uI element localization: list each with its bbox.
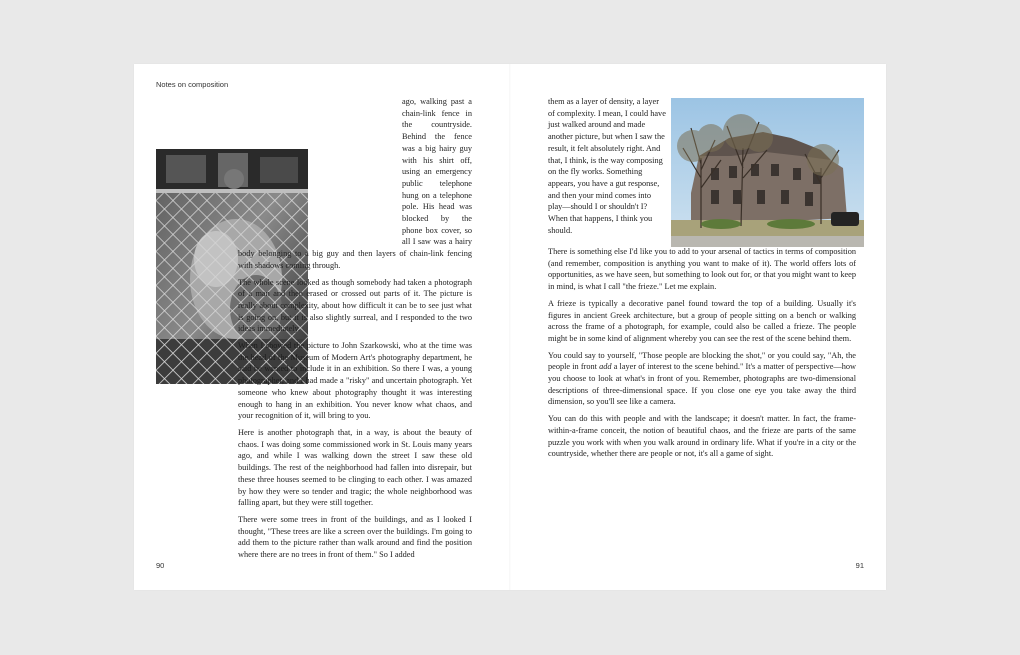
paragraph-9-text-a: You could say to yourself, "Those people are blocking the shot," or you could say, "Ah, the people in front: [548, 350, 856, 372]
right-narrow-column: [548, 96, 666, 241]
paragraph-3-text: When I showed the picture to John Szarkowski, who at the time was the head of the Museum of Modern Art's photography department, he said he wanted to include it in an exhibition. So there I was, a young photographer, and I had made a "risky" and uncertain photograph. Yet someone who knew about photography thought it was interesting enough to hang in an exhibition. You never know what chaos, and your recognition of it, will bring to you.: [238, 341, 472, 421]
paragraph-4: [238, 427, 472, 509]
page-number-right: 91: [855, 561, 864, 570]
paragraph-6: [548, 96, 666, 236]
photo-wrap-spacer-a: [238, 96, 320, 138]
paragraph-4-text: Here is another photograph that, in a way, is about the beauty of chaos. I was doing some commissioned work in St. Louis many years ago, and while I was walking down the street I saw these old buildings. The rest of the neighborhood had fallen into disrepair, but these three houses seemed to be clinging to each other. I was amazed by how they were so tender and tragic; the whole neighborhood was falling apart, but they were still together.: [238, 427, 472, 508]
running-head: Notes on composition: [156, 80, 229, 89]
photo-wrap-spacer-b: [320, 96, 402, 238]
book-spread: [134, 64, 886, 590]
paragraph-5: [238, 514, 472, 561]
paragraph-9: [548, 350, 856, 409]
paragraph-7: [548, 246, 856, 293]
paragraph-8-text: A frieze is typically a decorative panel found toward the top of a building. Usually it's figures in ancient Greek architecture, but a group of people sitting on a bench or walking across the frame of a photograph, for example, could also be called a frieze. The people might be in some kind of alignment whereby you can see the rest of the scene behind them.: [548, 298, 856, 343]
paragraph-10: [548, 413, 856, 460]
paragraph-2-text: The whole scene looked as though somebody had taken a photograph of a man and then erased or crossed out parts of it. The picture is really about complexity, about how difficult it can be to see just what is going on, but it is also slightly surreal, and I responded to the two ideas immediately.: [238, 277, 472, 334]
paragraph-9-emphasis: add: [599, 362, 612, 372]
paragraph-5-text: There were some trees in front of the buildings, and as I looked I thought, "These trees are like a screen over the buildings. I'm going to add them to the picture rather than walk around and find the position where there are no trees in front of them." So I added: [238, 514, 472, 560]
paragraph-2: [238, 277, 472, 336]
paragraph-9-text-b: a layer of interest to the scene behind." It's a matter of perspective—how you choose to look at what's in front of you. Remember, photographs are two-dimensional descriptions of three-dimensional space. If you close one eye you take away the third dimension, so you'll see like a camera.: [548, 362, 857, 407]
left-page: [134, 64, 510, 590]
st-louis-houses-photo: [671, 98, 864, 247]
paragraph-7-text: There is something else I'd like you to add to your arsenal of tactics in terms of composition (and remember, composition is anything you want to make of it). The world offers lots of opportunities, as we have seen, but something to look out for, or that you might want to keep in mind, is what I call "the frieze." Let me explain.: [548, 247, 856, 292]
left-text-column: [238, 96, 472, 566]
paragraph-8: [548, 298, 856, 345]
page-number-left: 90: [156, 561, 165, 570]
paragraph-1-text: ago, walking past a chain-link fence in the countryside. Behind the fence was a big hairy guy with his shirt off, using an emergency public telephone hung on a telephone pole. His head was blocked by the phone box cover, so all I saw was a hairy body belonging to a big guy and then layers of chain-link fencing with shadows coming through.: [238, 97, 472, 270]
paragraph-6-text: them as a layer of density, a layer of complexity. I mean, I could have just walked around and made another picture, but when I saw the result, it felt absolutely right. And that, I think, is the way composing on the fly works. Something appears, you have a gut response, and then your mind comes into play—should I or shouldn't I? When that happens, I think you should.: [548, 97, 666, 235]
right-text-column: [548, 246, 856, 465]
house-photo-drawing: [671, 98, 864, 247]
paragraph-10-text: You can do this with people and with the landscape; it doesn't matter. In fact, the frame-within-a-frame conceit, the notion of beautiful chaos, and the frieze are parts of the same puzzle you work with when you walk around in ordinary life. What if you're in a city or the countryside, whether there are people or not, it's all a game of sight.: [548, 414, 856, 459]
paragraph-3: [238, 340, 472, 422]
